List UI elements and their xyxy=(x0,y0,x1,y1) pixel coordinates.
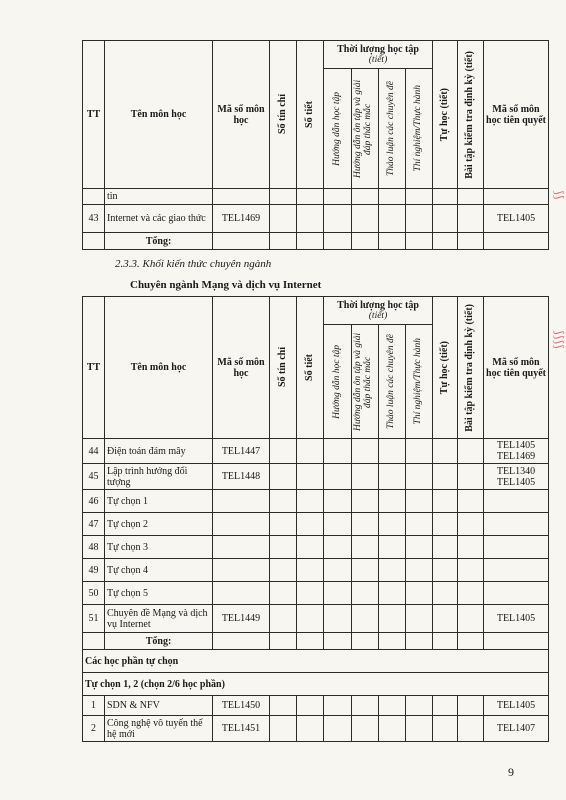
section-title: 2.3.3. Khối kiến thức chuyên ngành xyxy=(115,258,272,270)
table-row: 47 Tự chọn 2 xyxy=(83,513,549,536)
elective-header-row: Các học phần tự chọn xyxy=(83,650,549,673)
curriculum-table-major xyxy=(82,296,549,742)
header-credits: Số tín chỉ xyxy=(270,297,297,439)
major-title: Chuyên ngành Mạng và dịch vụ Internet xyxy=(130,279,322,291)
table-row: 51 Chuyên đề Mạng và dịch vụ Internet TEL1449 TEL1405 xyxy=(83,605,549,633)
table-row: 1 SDN & NFV TEL1450 TEL1405 xyxy=(83,696,549,716)
header-course-name: Tên môn học xyxy=(105,41,213,189)
header-prerequisite: Mã số môn học tiên quyết xyxy=(484,41,549,189)
header-lab: Thí nghiệm/Thực hành xyxy=(406,69,433,189)
table-row: 45 Lập trình hướng đối tượng TEL1448 TEL1340 TEL1405 xyxy=(83,464,549,490)
table-row: 48 Tự chọn 3 xyxy=(83,536,549,559)
header-prerequisite: Mã số môn học tiên quyết xyxy=(484,297,549,439)
header-credits: Số tín chỉ xyxy=(270,41,297,189)
header-discussion: Thảo luận các chuyên đề xyxy=(379,69,406,189)
header-tt: TT xyxy=(83,297,105,439)
header-lab: Thí nghiệm/Thực hành xyxy=(406,325,433,439)
header-periods: Số tiết xyxy=(297,41,324,189)
header-self-study: Tự học (tiết) xyxy=(433,41,458,189)
table-row: tin xyxy=(83,189,549,205)
header-periodic-test: Bài tập kiểm tra định kỳ (tiết) xyxy=(458,41,484,189)
header-periods: Số tiết xyxy=(297,297,324,439)
elective-group-row: Tự chọn 1, 2 (chọn 2/6 học phần) xyxy=(83,673,549,696)
table-row: 46 Tự chọn 1 xyxy=(83,490,549,513)
table-row: 2 Công nghệ vô tuyến thế hệ mới TEL1451 TEL1407 xyxy=(83,716,549,742)
header-discussion: Thảo luận các chuyên đề xyxy=(379,325,406,439)
table-row: 43 Internet và các giao thức TEL1469 TEL1405 xyxy=(83,205,549,233)
header-tt: TT xyxy=(83,41,105,189)
page-number: 9 xyxy=(508,765,514,779)
header-guided-study: Hướng dẫn học tập xyxy=(324,69,352,189)
header-guided-study: Hướng dẫn học tập xyxy=(324,325,352,439)
table-row: 49 Tự chọn 4 xyxy=(83,559,549,582)
header-self-study: Tự học (tiết) xyxy=(433,297,458,439)
table-row: 50 Tự chọn 5 xyxy=(83,582,549,605)
header-periodic-test: Bài tập kiểm tra định kỳ (tiết) xyxy=(458,297,484,439)
header-course-code: Mã số môn học xyxy=(213,41,270,189)
header-review: Hướng dẫn ôn tập và giải đáp thắc mắc xyxy=(352,69,379,189)
header-course-code: Mã số môn học xyxy=(213,297,270,439)
stamp-mark-bottom: ⟆⟆⟆⟆ xyxy=(552,330,566,349)
table-total-row: Tổng: xyxy=(83,233,549,250)
table-total-row: Tổng: xyxy=(83,633,549,650)
header-review: Hướng dẫn ôn tập và giải đáp thắc mắc xyxy=(352,325,379,439)
table-row: 44 Điện toán đám mây TEL1447 TEL1405 TEL1469 xyxy=(83,439,549,464)
header-study-time: Thời lượng học tập (tiết) xyxy=(324,41,433,69)
header-course-name: Tên môn học xyxy=(105,297,213,439)
header-study-time: Thời lượng học tập (tiết) xyxy=(324,297,433,325)
curriculum-table-top xyxy=(82,40,549,250)
stamp-mark-top: ⟆⟆ xyxy=(552,190,566,200)
